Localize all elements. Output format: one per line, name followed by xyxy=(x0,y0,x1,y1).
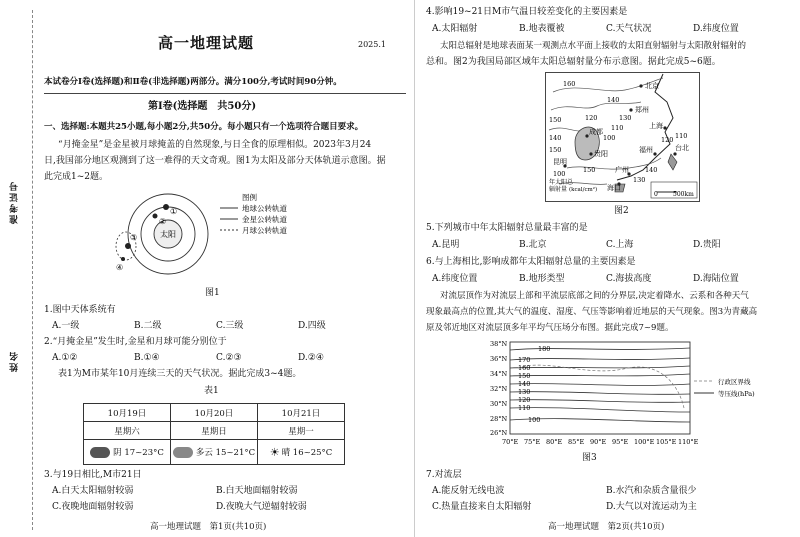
weather-cell xyxy=(258,440,345,465)
q5-option-b: B.北京 xyxy=(519,240,547,250)
lon-label: 100°E xyxy=(634,438,655,446)
exam-intro: 本试卷分Ⅰ卷(选择题)和Ⅱ卷(非选择题)两部分。满分100分,考试时间90分钟。 xyxy=(44,77,342,87)
q3-option-b: B.白天地面辐射较弱 xyxy=(216,486,298,496)
isoline-label: 120 xyxy=(585,114,598,122)
left-page-footer: 高一地理试题 第1页(共10页) xyxy=(150,522,267,532)
lat-label: 34°N xyxy=(490,370,508,378)
q7-option-c: C.热量直接来自太阳辐射 xyxy=(432,502,532,512)
earth-dot xyxy=(125,243,131,249)
isoline-label: 100 xyxy=(603,134,616,142)
figure-1-orbit-diagram xyxy=(110,188,310,276)
q6-option-c: C.海拔高度 xyxy=(606,274,652,284)
city-dot-beijing xyxy=(639,84,642,87)
passage-2: 表1为M市某年10月连续三天的天气状况。据此完成3~4题。 xyxy=(58,369,302,379)
lon-label: 110°E xyxy=(678,438,699,446)
q5-option-c: C.上海 xyxy=(606,240,634,250)
legend-text-1: 年太阳总 xyxy=(549,179,574,186)
isoline-label: 110 xyxy=(675,132,688,140)
lon-label: 90°E xyxy=(590,438,607,446)
passage-3-line-2: 总和。图2为我国局部区域年太阳总辐射量分布示意图。据此完成5~6题。 xyxy=(426,57,721,67)
contour-label: 140 xyxy=(518,380,531,388)
section-instructions: 一、选择题:本题共25小题,每小题2分,共50分。每小题只有一个选项符合题目要求。 xyxy=(44,122,364,132)
city-kunming: 昆明 xyxy=(553,158,567,166)
lat-label: 30°N xyxy=(490,400,508,408)
intro-rule xyxy=(44,93,406,94)
isoline-label: 150 xyxy=(549,146,562,154)
contour-label: 160 xyxy=(518,364,531,372)
city-guiyang: 贵阳 xyxy=(594,150,608,158)
q2-option-d: D.②④ xyxy=(298,353,324,363)
venus-dot-2 xyxy=(153,214,158,219)
passage-1-line-3: 此完成1~2题。 xyxy=(44,172,108,182)
sunny-icon: ☀ xyxy=(269,445,280,459)
q2-option-a: A.①② xyxy=(52,353,78,363)
passage-4-line-2: 现象最高点的位置,其大气的温度、湿度、气压等影响着近地层的天气现象。图3为青藏高 xyxy=(426,307,758,317)
scale-km: 500km xyxy=(673,191,694,198)
date-cell: 10月20日 xyxy=(171,404,258,422)
legend-title: 图例 xyxy=(242,193,257,202)
legend-text-3: (kcal/cm²) xyxy=(569,187,598,193)
question-4-stem: 4.影响19~21日M市气温日较差变化的主要因素是 xyxy=(426,7,628,17)
contour-label: 150 xyxy=(518,372,531,380)
contour-label: 100 xyxy=(528,416,541,424)
table-1-caption: 表1 xyxy=(204,386,219,396)
question-2-stem: 2.“月掩金星”发生时,金星和月球可能分别位于 xyxy=(44,337,227,347)
weekday-cell: 星期六 xyxy=(84,422,171,440)
figure-3-caption: 图3 xyxy=(582,453,597,463)
city-dot-fuzhou xyxy=(653,152,656,155)
weather-cell xyxy=(84,440,171,465)
lon-label: 95°E xyxy=(612,438,629,446)
isoline-label: 140 xyxy=(607,96,620,104)
position-3: ③ xyxy=(130,233,138,242)
moon-dot xyxy=(121,257,125,261)
position-1: ① xyxy=(170,207,178,216)
isoline-label: 130 xyxy=(619,114,632,122)
overcast-icon xyxy=(90,447,110,458)
isoline-label: 150 xyxy=(549,116,562,124)
date-cell: 10月19日 xyxy=(84,404,171,422)
city-shanghai: 上海 xyxy=(649,122,663,130)
lon-label: 105°E xyxy=(656,438,677,446)
isoline-label: 110 xyxy=(611,124,624,132)
q2-option-b: B.①④ xyxy=(134,353,160,363)
legend-text-2: 辐射量 xyxy=(549,186,568,193)
isoline-label: 140 xyxy=(645,166,658,174)
q2-option-c: C.②③ xyxy=(216,353,242,363)
question-3-stem: 3.与19日相比,M市21日 xyxy=(44,470,142,480)
city-dot-taipei xyxy=(673,152,676,155)
page-title: 高一地理试题 xyxy=(158,34,255,52)
isoline-label: 120 xyxy=(661,136,674,144)
date-cell: 10月21日 xyxy=(258,404,345,422)
contour-label: 180 xyxy=(538,345,551,353)
q6-option-b: B.地形类型 xyxy=(519,274,565,284)
q1-option-a: A.一级 xyxy=(52,321,80,331)
lon-label: 80°E xyxy=(546,438,563,446)
q3-option-c: C.夜晚地面辐射较弱 xyxy=(52,502,134,512)
isoline-label: 150 xyxy=(583,166,596,174)
name-label: 姓名 xyxy=(10,350,20,372)
weather-table xyxy=(83,403,345,465)
city-dot-guiyang xyxy=(589,152,592,155)
partly-cloudy-icon xyxy=(173,447,193,458)
q5-option-a: A.昆明 xyxy=(432,240,460,250)
scale-zero: 0 xyxy=(654,191,658,198)
q7-option-d: D.大气以对流运动为主 xyxy=(606,502,697,512)
page-divider xyxy=(414,0,415,537)
figure-2-caption: 图2 xyxy=(614,206,629,216)
legend-venus: 金星公转轨道 xyxy=(242,215,287,224)
city-dot-zhengzhou xyxy=(629,108,632,111)
lat-label: 36°N xyxy=(490,355,508,363)
q6-option-a: A.纬度位置 xyxy=(432,274,478,284)
passage-1-line-2: 日,我国部分地区观测到了这一难得的天文奇观。图1为太阳及部分天体轨道示意图。据 xyxy=(44,156,386,166)
q1-option-c: C.三级 xyxy=(216,321,244,331)
lon-labels xyxy=(502,438,699,446)
legend-boundary: 行政区界线 xyxy=(718,378,751,386)
q4-option-a: A.太阳辐射 xyxy=(432,24,478,34)
city-guangzhou: 广州 xyxy=(615,166,629,174)
passage-1-line-1: “月掩金星”是金星被月球掩盖的自然现象,与日全食的原理相似。2023年3月24 xyxy=(58,140,372,150)
q7-option-a: A.能反射无线电波 xyxy=(432,486,505,496)
lat-label: 28°N xyxy=(490,415,508,423)
weekday-cell: 星期日 xyxy=(171,422,258,440)
q4-option-c: C.天气状况 xyxy=(606,24,652,34)
table-row xyxy=(84,440,345,465)
q4-option-d: D.纬度位置 xyxy=(693,24,739,34)
contour-label: 130 xyxy=(518,388,531,396)
table-row xyxy=(84,422,345,440)
question-1-stem: 1.图中天体系统有 xyxy=(44,305,116,315)
figure-3-pressure-map xyxy=(488,338,768,448)
passage-3-line-1: 太阳总辐射是地球表面某一观测点水平面上接收的太阳直射辐射与太阳散射辐射的 xyxy=(440,41,747,51)
lat-label: 38°N xyxy=(490,340,508,348)
venus-dot-1 xyxy=(163,204,169,210)
q1-option-b: B.二级 xyxy=(134,321,162,331)
figure-2-solar-map xyxy=(545,72,700,202)
question-7-stem: 7.对流层 xyxy=(426,470,462,480)
position-2: ② xyxy=(159,217,167,226)
exam-date: 2025.1 xyxy=(358,40,386,49)
q6-option-d: D.海陆位置 xyxy=(693,274,739,284)
q3-option-a: A.白天太阳辐射较弱 xyxy=(52,486,134,496)
legend-value: 100 xyxy=(553,170,566,178)
lat-labels xyxy=(490,340,508,437)
isoline-label: 140 xyxy=(549,134,562,142)
q1-option-d: D.四级 xyxy=(298,321,326,331)
lon-label: 70°E xyxy=(502,438,519,446)
q7-option-b: B.水汽和杂质含量很少 xyxy=(606,486,697,496)
exam-number-label: 准考证号 xyxy=(10,180,20,224)
q3-option-d: D.夜晚大气逆辐射较弱 xyxy=(216,502,307,512)
city-haikou: 海口 xyxy=(607,184,621,192)
city-beijing: 北京 xyxy=(645,82,659,90)
binding-line xyxy=(32,10,33,530)
right-page-footer: 高一地理试题 第2页(共10页) xyxy=(548,522,665,532)
q4-option-b: B.地表覆被 xyxy=(519,24,565,34)
city-chengdu: 成都 xyxy=(589,128,603,136)
lat-label: 32°N xyxy=(490,385,508,393)
legend-earth: 地球公转轨道 xyxy=(242,204,287,213)
section-title: 第Ⅰ卷(选择题 共50分) xyxy=(148,101,257,112)
contour-label: 120 xyxy=(518,396,531,404)
contour-label: 110 xyxy=(518,404,531,412)
question-5-stem: 5.下列城市中年太阳辐射总量最丰富的是 xyxy=(426,223,588,233)
contour-label: 170 xyxy=(518,356,531,364)
lat-label: 26°N xyxy=(490,429,508,437)
table-row xyxy=(84,404,345,422)
weather-desc: 晴 16~25°C xyxy=(281,447,333,458)
sun-label: 太阳 xyxy=(160,230,176,239)
lon-label: 75°E xyxy=(524,438,541,446)
weather-desc: 阴 17~23°C xyxy=(113,448,164,458)
weather-cell xyxy=(171,440,258,465)
city-taipei: 台北 xyxy=(675,144,689,152)
city-fuzhou: 福州 xyxy=(639,146,653,154)
position-4: ④ xyxy=(116,263,124,272)
legend-isobar: 等压线(hPa) xyxy=(718,390,755,398)
question-6-stem: 6.与上海相比,影响成都年太阳辐射总量的主要因素是 xyxy=(426,257,636,267)
isoline-label: 160 xyxy=(563,80,576,88)
legend-moon: 月球公转轨道 xyxy=(242,226,287,235)
isoline-label: 130 xyxy=(633,176,646,184)
city-dot-shanghai xyxy=(663,126,666,129)
lon-label: 85°E xyxy=(568,438,585,446)
passage-4-line-3: 原及邻近地区对流层顶多年平均气压场分布图。据此完成7~9题。 xyxy=(426,323,674,333)
weather-desc: 多云 15~21°C xyxy=(195,448,256,458)
figure-1-caption: 图1 xyxy=(205,288,220,298)
passage-4-line-1: 对流层顶作为对流层上部和平流层底部之间的分界层,决定着降水、云系和各种天气 xyxy=(440,291,749,301)
q5-option-d: D.贵阳 xyxy=(693,240,721,250)
weekday-cell: 星期一 xyxy=(258,422,345,440)
city-zhengzhou: 郑州 xyxy=(635,106,649,114)
